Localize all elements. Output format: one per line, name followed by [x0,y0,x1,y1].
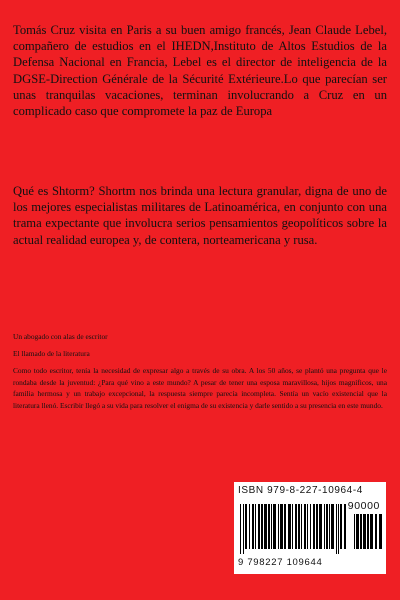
barcode-bar [273,504,276,549]
barcode-bar [255,504,256,549]
author-heading: Un abogado con alas de escritor [13,332,108,341]
barcode-bar [354,514,355,549]
barcode-bar [344,504,346,549]
barcode-bar [249,504,250,549]
barcode-bar [307,504,308,549]
barcode-bar [292,504,293,549]
isbn-label: ISBN 979-8-227-10964-4 [238,485,363,496]
barcode-bar [245,504,247,549]
barcode-bar [268,504,270,549]
barcode-digits: 9 798227 109644 [238,557,323,568]
barcode-bar [240,504,241,554]
barcode-bar [280,504,283,549]
barcode-bar [331,504,334,549]
barcode-bar [298,504,300,549]
barcode-bar [326,504,328,549]
synopsis-paragraph: Tomás Cruz visita en Paris a su buen amigo francés, Jean Claude Lebel, compañero de estudios en el IHEDN,Instituto de Altos Estudios de la Defensa Nacional en Francia, Lebel es el director de inteligencia de la DGSE-Direction Générale de la Sécurité Extérieure.Lo que parecían ser unas tranquilas vacaciones, terminan involucrando a Cruz en un complicado caso que compromete la paz de Europa [13,23,387,119]
barcode-bar [360,514,362,549]
barcode-bar [379,514,382,549]
barcode-bar [258,504,260,549]
barcode-bar [301,504,302,549]
barcode-bar [338,504,339,554]
author-bio: Como todo escritor, tenía la necesidad de expresar algo a través de su obra. A los 50 años, se plantó una pregunta que le rondaba desde la juventud: ¿Para qué vino a este mundo? A pesar de tener una esposa maravillosa, hijos magníficos, una familia hermosa y un trabajo excepcional, la respuesta siempre parecía incompleta. Sentía un vacío existencial que la literatura llenó. Escribir llegó a su vida para resolver el enigma de su existencia y darle sentido a su presencia en este mundo. [13,366,387,410]
addon-barcode-bars [354,514,382,554]
barcode-bar [319,504,322,549]
barcode-bar [367,514,369,549]
barcode-bar [261,504,263,549]
barcode-bar [336,504,337,554]
isbn-barcode-box [234,482,386,574]
barcode-bar [288,504,291,549]
barcode-bar [370,514,373,549]
barcode-bar [310,504,311,549]
barcode-bar [252,504,254,549]
barcode-bar [316,504,318,549]
barcode-bar [324,504,325,549]
barcode-bar [313,504,315,549]
author-subheading: El llamado de la literatura [13,349,90,358]
barcode-bar [304,504,306,549]
barcode-bars [240,504,348,554]
barcode-bar [363,514,366,549]
pitch-paragraph: Qué es Shtorm? Shortm nos brinda una lectura granular, digna de uno de los mejores especialistas militares de Latinoamérica, en conjunto con una trama expectante que involucra serios pensamientos geopolíticos sobre la actual realidad europea y, de contera, norteamericana y rusa. [13,184,387,247]
barcode-bar [340,504,342,549]
barcode-bar [271,504,272,549]
barcode-bar [329,504,330,549]
barcode-bar [243,504,244,554]
barcode-bar [278,504,279,549]
barcode-bar [375,514,377,549]
barcode-bar [356,514,359,549]
barcode-bar [264,504,267,549]
barcode-bar [295,504,297,549]
price-code: 90000 [347,500,380,512]
barcode-bar [284,504,286,549]
